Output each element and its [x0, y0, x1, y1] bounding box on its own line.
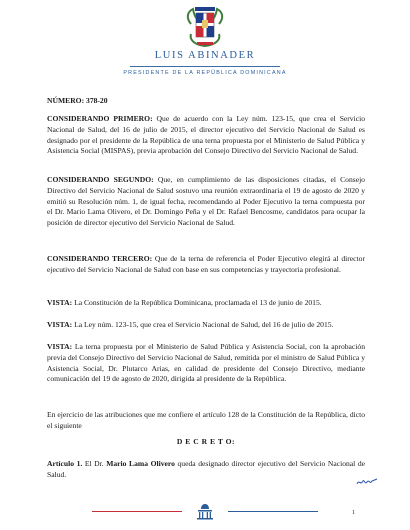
considerando-primero	[47, 114, 365, 157]
decreto-heading: D E C R E T O:	[176, 437, 236, 446]
clause-heading: CONSIDERANDO PRIMERO:	[47, 114, 153, 123]
footer-rule-red	[92, 511, 182, 512]
clause-text: Que, en cumplimiento de las disposiciones citadas, el Consejo Directivo del Servicio Nacional de Salud sostuvo una reunión extraordinaria el 19 de agosto de 2020 y emitió su Resolución núm. 1, de igual fecha, recomendando al Poder Ejecutivo la terna compuesta por el Dr. Mario Lama Olivero, el Dr. Domingo Peña y el Dr. Rafael Bencosme, candidatos para ocupar la posición de director ejecutivo del Servicio Nacional de Salud.	[47, 175, 365, 228]
issuer-name: LUIS ABINADER	[154, 50, 256, 61]
initials-signature-icon	[356, 477, 378, 487]
article-1	[47, 459, 365, 481]
vista-ley	[47, 320, 365, 331]
clause-heading: CONSIDERANDO SEGUNDO:	[47, 175, 154, 184]
considerando-tercero	[47, 254, 365, 276]
decree-number: NÚMERO: 378-20	[47, 96, 108, 105]
footer-rule-blue	[228, 511, 318, 512]
article-text: El Dr.	[82, 459, 107, 468]
clause-text: La terna propuesta por el Ministerio de Salud Pública y Asistencia Social, con la aprobación previa del Consejo Directivo del Servicio Nacional de Salud, remitida por el ministro de Salud Pública y Asistencia Social, Dr. Plutarco Arias, en calidad de presidente del Consejo Directivo, mediante comunicación del 19 de agosto de 2020, dirigida al presidente de la República.	[47, 342, 365, 384]
palace-emblem-icon	[195, 503, 215, 521]
clause-heading: VISTA:	[47, 298, 73, 307]
appointee-name: Mario Lama Olivero	[106, 459, 175, 468]
clause-heading: VISTA:	[47, 320, 73, 329]
clause-text: Que de acuerdo con la Ley núm. 123-15, que crea el Servicio Nacional de Salud, del 16 de julio de 2015, el director ejecutivo del Servicio Nacional de Salud es designado por el presidente de la República de una terna propuesta por el Ministerio de Salud Pública y Asistencia Social (MISPAS), previa aprobación del Consejo Directivo del Servicio Nacional de Salud.	[47, 114, 365, 156]
issuer-title: PRESIDENTE DE LA REPÚBLICA DOMINICANA	[123, 70, 287, 76]
vista-constitucion	[47, 298, 365, 309]
article-heading: Artículo 1.	[47, 459, 83, 468]
page-number: 1	[352, 510, 355, 516]
clause-heading: CONSIDERANDO TERCERO:	[47, 254, 153, 263]
vista-terna	[47, 342, 365, 385]
article-text-rest: queda designado director ejecutivo del Servicio Nacional de Salud.	[47, 459, 366, 479]
clause-text: Que de la terna de referencia el Poder Ejecutivo elegirá al director ejecutivo del Servicio Nacional de Salud con base en sus competencias y trayectoria profesional.	[47, 254, 365, 274]
header-divider	[130, 66, 280, 67]
clause-text: La Ley núm. 123-15, que crea el Servicio Nacional de Salud, del 16 de julio de 2015.	[72, 320, 334, 329]
considerando-segundo	[47, 175, 365, 229]
exercise-paragraph: En ejercicio de las atribuciones que me confiere el artículo 128 de la Constitución de la República, dicto el siguiente	[47, 410, 365, 430]
clause-text: La Constitución de la República Dominicana, proclamada el 13 de junio de 2015.	[72, 298, 322, 307]
coat-of-arms-icon	[183, 4, 227, 48]
clause-heading: VISTA:	[47, 342, 73, 351]
